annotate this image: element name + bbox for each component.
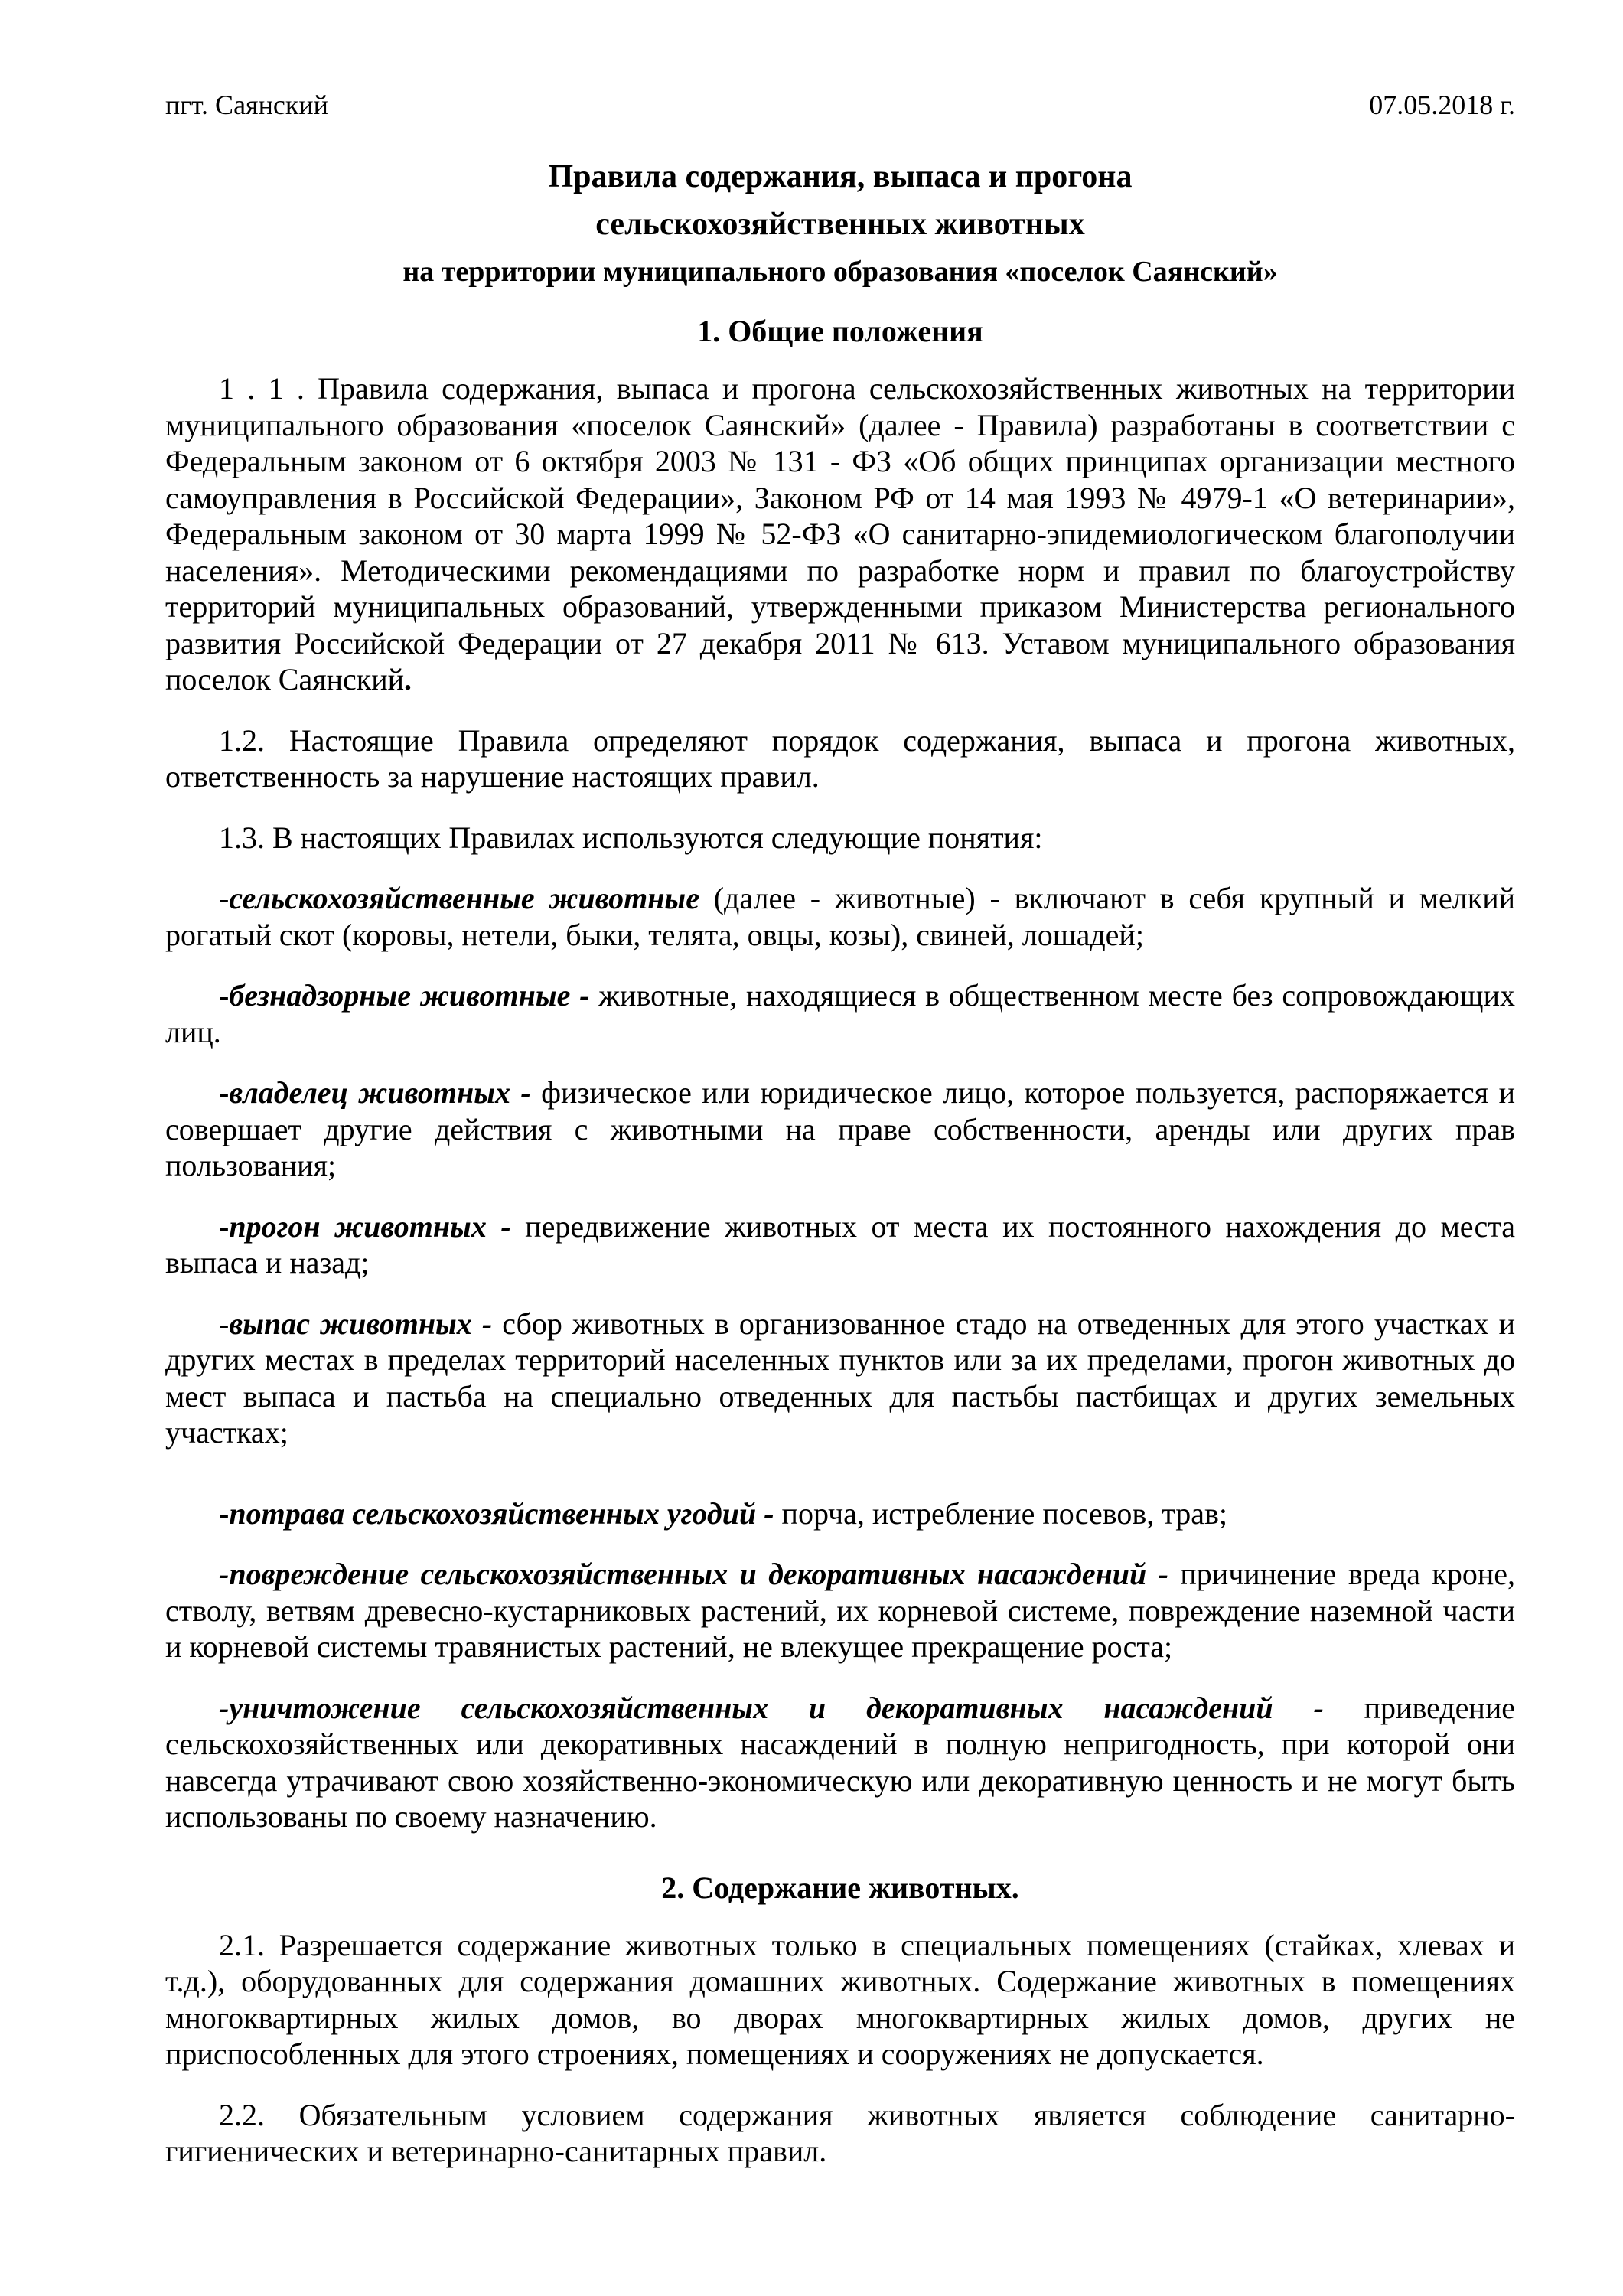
title-line-2: сельскохозяйственных животных [595, 207, 1085, 242]
place-label: пгт. Саянский [165, 90, 328, 120]
definition [165, 1495, 1515, 1532]
definition-text: сбор животных в организованное стадо на отведенных для этого участках и других местах в пределах территорий населенных пунктов или за их пределами, прогон животных до мест выпаса и пастьба на специально отведенных для пастьбы пастбищах и других земельных участках; [165, 1306, 1515, 1450]
definition-text: (далее - животные) - включают в себя крупный и мелкий рогатый скот (коровы, нетели, быки, телята, овцы, козы), свиней, лошадей; [165, 881, 1516, 952]
title-line-3: на территории муниципального образования «поселок Саянский» [402, 256, 1278, 288]
paragraph-end: . [404, 662, 412, 696]
definition-term: сельскохозяйственные животные [229, 881, 699, 915]
definition [165, 880, 1515, 953]
definition [165, 1075, 1515, 1184]
document-page [165, 86, 1515, 2194]
document-title [165, 153, 1515, 295]
definition-term: прогон животных - [229, 1208, 511, 1244]
definition-text: животные, находящиеся в общественном месте без сопровождающих лиц. [165, 978, 1515, 1049]
definition [165, 1306, 1515, 1451]
definition [165, 1556, 1515, 1665]
definition-term: владелец животных - [229, 1075, 531, 1110]
paragraph-2-2: 2.2. Обязательным условием содержания животных является соблюдение санитарно-гигиенических и ветеринарно-санитарных правил. [165, 2097, 1515, 2168]
paragraph-2-1: 2.1. Разрешается содержание животных только в специальных помещениях (стайках, хлевах и т.д.), оборудованных для содержания домашних животных. Содержание животных в помещениях многоквартирных жилых домов, во дворах многоквартирных жилых домов, других не приспособленных для этого строениях, помещениях и сооружениях не допускается. [165, 1927, 1515, 2071]
definition-term: -уничтожение сельскохозяйственных и декоративных насаждений - [219, 1690, 1324, 1725]
definition [165, 977, 1515, 1050]
definition-term: выпас животных - [229, 1306, 493, 1341]
dash: - [219, 1495, 230, 1531]
dash: - [219, 978, 230, 1013]
document-header [165, 86, 1515, 124]
dash: - [219, 1075, 230, 1110]
definition-text: физическое или юридическое лицо, которое пользуется, распоряжается и совершает другие действия с животными на праве собственности, аренды или других прав пользования; [165, 1075, 1515, 1182]
definition-text: причинение вреда кроне, стволу, ветвям древесно-кустарниковых растений, их корневой системе, повреждение наземной части и корневой системы травянистых растений, не влекущее прекращение роста; [165, 1557, 1516, 1664]
title-line-1: Правила содержания, выпаса и прогона [548, 159, 1133, 194]
definition [165, 1208, 1515, 1281]
definition-term: потрава сельскохозяйственных угодий - [229, 1495, 774, 1531]
paragraph-1-1 [165, 370, 1515, 698]
paragraph-1-2: 1.2. Настоящие Правила определяют порядок содержания, выпаса и прогона животных, ответственность за нарушение настоящих правил. [165, 722, 1515, 794]
definition-text: передвижение животных от места их постоянного нахождения до места выпаса и назад; [165, 1208, 1515, 1280]
definition [165, 1690, 1515, 1835]
section-2-heading: 2. Содержание животных. [661, 1870, 1019, 1905]
dash: - [219, 881, 230, 915]
definition-text: приведение сельскохозяйственных или декоративных насаждений в полную непригодность, при которой они навсегда утрачивают свою хозяйственно-экономическую или декоративную ценность и не могут быть использованы по своему назначению. [165, 1690, 1515, 1834]
definition-term: безнадзорные животные - [229, 978, 590, 1013]
section-1-heading: 1. Общие положения [697, 314, 983, 348]
date-label: 07.05.2018 г. [1369, 90, 1515, 120]
paragraph-1-3: 1.3. В настоящих Правилах используются следующие понятия: [219, 820, 1043, 855]
dash: - [219, 1306, 230, 1341]
definition-term: -повреждение сельскохозяйственных и декоративных насаждений - [219, 1557, 1168, 1591]
paragraph-text: 1 . 1 . Правила содержания, выпаса и прогона сельскохозяйственных животных на территории муниципального образования «поселок Саянский» (далее - Правила) разработаны в соответствии с Федеральным законом от 6 октября 2003 № 131 - ФЗ «Об общих принципах организации местного самоуправления в Российской Федерации», Законом РФ от 14 мая 1993 № 4979-1 «О ветеринарии», Федеральным законом от 30 марта 1999 № 52-ФЗ «О санитарно-эпидемиологическом благополучии населения». Методическими рекомендациями по разработке норм и правил по благоустройству территорий муниципальных образований, утвержденными приказом Министерства регионального развития Российской Федерации от 27 декабря 2011 № 613. Уставом муниципального образования поселок Саянский [165, 371, 1515, 696]
dash: - [219, 1208, 230, 1244]
definition-text: порча, истребление посевов, трав; [774, 1495, 1227, 1531]
